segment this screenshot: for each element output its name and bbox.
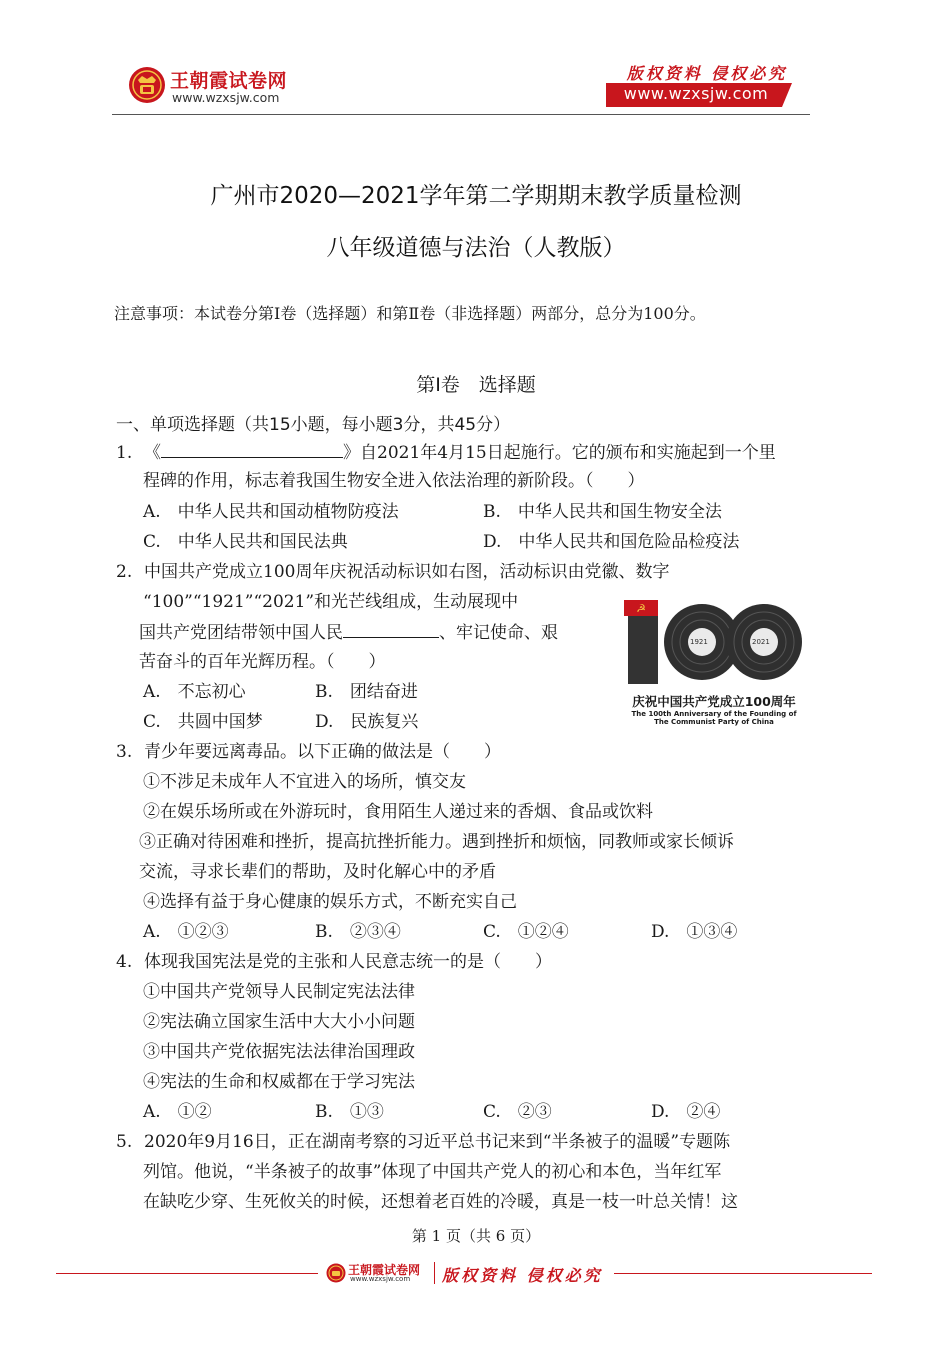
question-1-line-2: 程碑的作用，标志着我国生物安全进入依法治理的新阶段。（ ） — [143, 471, 645, 491]
q4-option-c: C. ②③ — [483, 1102, 552, 1122]
q2-option-b: B. 团结奋进 — [315, 682, 418, 702]
q4-item: ④宪法的生命和权威都在于学习宪法 — [143, 1072, 415, 1092]
q4-option-d: D. ②④ — [651, 1102, 721, 1122]
centenary-emblem — [624, 594, 804, 734]
answer-blank — [161, 441, 343, 458]
question-number: 4. — [116, 952, 133, 972]
notice-label: 注意事项： — [114, 304, 195, 323]
footer-logo-url[interactable]: www.wzxsjw.com — [350, 1275, 411, 1283]
question-number: 1. — [116, 443, 133, 463]
footer-logo[interactable] — [326, 1261, 436, 1289]
notice-text: 本试卷分第Ⅰ卷（选择题）和第Ⅱ卷（非选择题）两部分，总分为100分。 — [194, 304, 706, 323]
header-logo[interactable] — [128, 64, 328, 108]
centenary-logo-icon — [624, 594, 804, 690]
q1-option-c: C. 中华人民共和国民法典 — [143, 532, 348, 552]
q2-option-c: C. 共圆中国梦 — [143, 712, 263, 732]
q4-item: ①中国共产党领导人民制定宪法法律 — [143, 982, 415, 1002]
banner-url[interactable]: www.wzxsjw.com — [623, 84, 769, 103]
emblem-caption-en-2: The Communist Party of China — [654, 718, 774, 726]
question-2-line-3: 国共产党团结带领中国人民 、牢记使命、艰 — [139, 623, 558, 643]
question-2-line-4: 苦奋斗的百年光辉历程。（ ） — [139, 652, 386, 672]
question-3-stem: 3. 青少年要远离毒品。以下正确的做法是（ ） — [116, 742, 501, 762]
q1-option-b: B. 中华人民共和国生物安全法 — [483, 502, 722, 522]
q2-option-a: A. 不忘初心 — [143, 682, 246, 702]
question-1-line-1: 1. 《 》自2021年4月15日起施行。它的颁布和实施起到一个里 — [116, 443, 776, 463]
part-title: 一、单项选择题（共15小题，每小题3分，共45分） — [116, 415, 511, 435]
q2-option-d: D. 民族复兴 — [315, 712, 419, 732]
question-2-line-2: “100”“1921”“2021”和光芒线组成，生动展现中 — [143, 592, 519, 612]
copyright-notice: 版权资料 侵权必究 — [626, 64, 788, 83]
exam-subtitle: 八年级道德与法治（人教版） — [326, 235, 626, 261]
footer-seal-icon — [326, 1263, 346, 1283]
question-2-line-1: 2. 中国共产党成立100周年庆祝活动标识如右图，活动标识由党徽、数字 — [116, 562, 670, 582]
header-divider — [112, 114, 810, 115]
q3-option-c: C. ①②④ — [483, 922, 569, 942]
footer-separator — [434, 1262, 435, 1284]
section-title: 第Ⅰ卷 选择题 — [416, 374, 536, 396]
notice — [114, 301, 706, 324]
url-banner[interactable] — [606, 83, 792, 107]
footer-rule-left — [56, 1273, 318, 1274]
footer-rule-right — [614, 1273, 872, 1274]
question-4-stem: 4. 体现我国宪法是党的主张和人民意志统一的是（ ） — [116, 952, 552, 972]
emblem-caption-en-1: The 100th Anniversary of the Founding of — [631, 710, 797, 718]
q3-option-a: A. ①②③ — [143, 922, 229, 942]
question-number: 3. — [116, 742, 133, 762]
q4-option-a: A. ①② — [143, 1102, 212, 1122]
emblem-caption-cn: 庆祝中国共产党成立100周年 — [632, 694, 796, 709]
answer-blank — [343, 621, 439, 638]
q3-item: ①不涉足未成年人不宜进入的场所，慎交友 — [143, 772, 466, 792]
logo-url[interactable]: www.wzxsjw.com — [172, 90, 280, 105]
page-number: 第 1 页（共 6 页） — [411, 1227, 541, 1245]
svg-text:☭: ☭ — [636, 602, 646, 615]
q3-option-d: D. ①③④ — [651, 922, 738, 942]
q4-item: ③中国共产党依据宪法法律治国理政 — [143, 1042, 415, 1062]
q4-item: ②宪法确立国家生活中大大小小问题 — [143, 1012, 415, 1032]
seal-logo-icon — [128, 66, 166, 104]
q1-option-a: A. 中华人民共和国动植物防疫法 — [143, 502, 399, 522]
logo-name: 王朝霞试卷网 — [170, 70, 288, 92]
q3-item: ②在娱乐场所或在外游玩时，食用陌生人递过来的香烟、食品或饮料 — [143, 802, 653, 822]
footer-logo-name: 王朝霞试卷网 — [348, 1263, 421, 1277]
question-5-line-1: 5. 2020年9月16日，正在湖南考察的习近平总书记来到“半条被子的温暖”专题陈 — [116, 1132, 731, 1152]
q1-option-d: D. 中华人民共和国危险品检疫法 — [483, 532, 740, 552]
question-5-line-2: 列馆。他说，“半条被子的故事”体现了中国共产党人的初心和本色，当年红军 — [143, 1162, 722, 1182]
question-5-line-3: 在缺吃少穿、生死攸关的时候，还想着老百姓的冷暖，真是一枝一叶总关情！这 — [143, 1192, 738, 1212]
footer-copyright-notice: 版权资料 侵权必究 — [442, 1266, 603, 1285]
q4-option-b: B. ①③ — [315, 1102, 384, 1122]
question-number: 2. — [116, 562, 133, 582]
exam-title: 广州市2020—2021学年第二学期期末教学质量检测 — [210, 183, 742, 209]
question-number: 5. — [116, 1132, 133, 1152]
q3-item: ③正确对待困难和挫折，提高抗挫折能力。遇到挫折和烦恼，同教师或家长倾诉 — [139, 832, 734, 852]
emblem-year-left: 1921 — [690, 638, 708, 646]
emblem-year-right: 2021 — [752, 638, 770, 646]
q3-item: 交流，寻求长辈们的帮助，及时化解心中的矛盾 — [139, 862, 496, 882]
q3-item: ④选择有益于身心健康的娱乐方式，不断充实自己 — [143, 892, 517, 912]
q3-option-b: B. ②③④ — [315, 922, 401, 942]
